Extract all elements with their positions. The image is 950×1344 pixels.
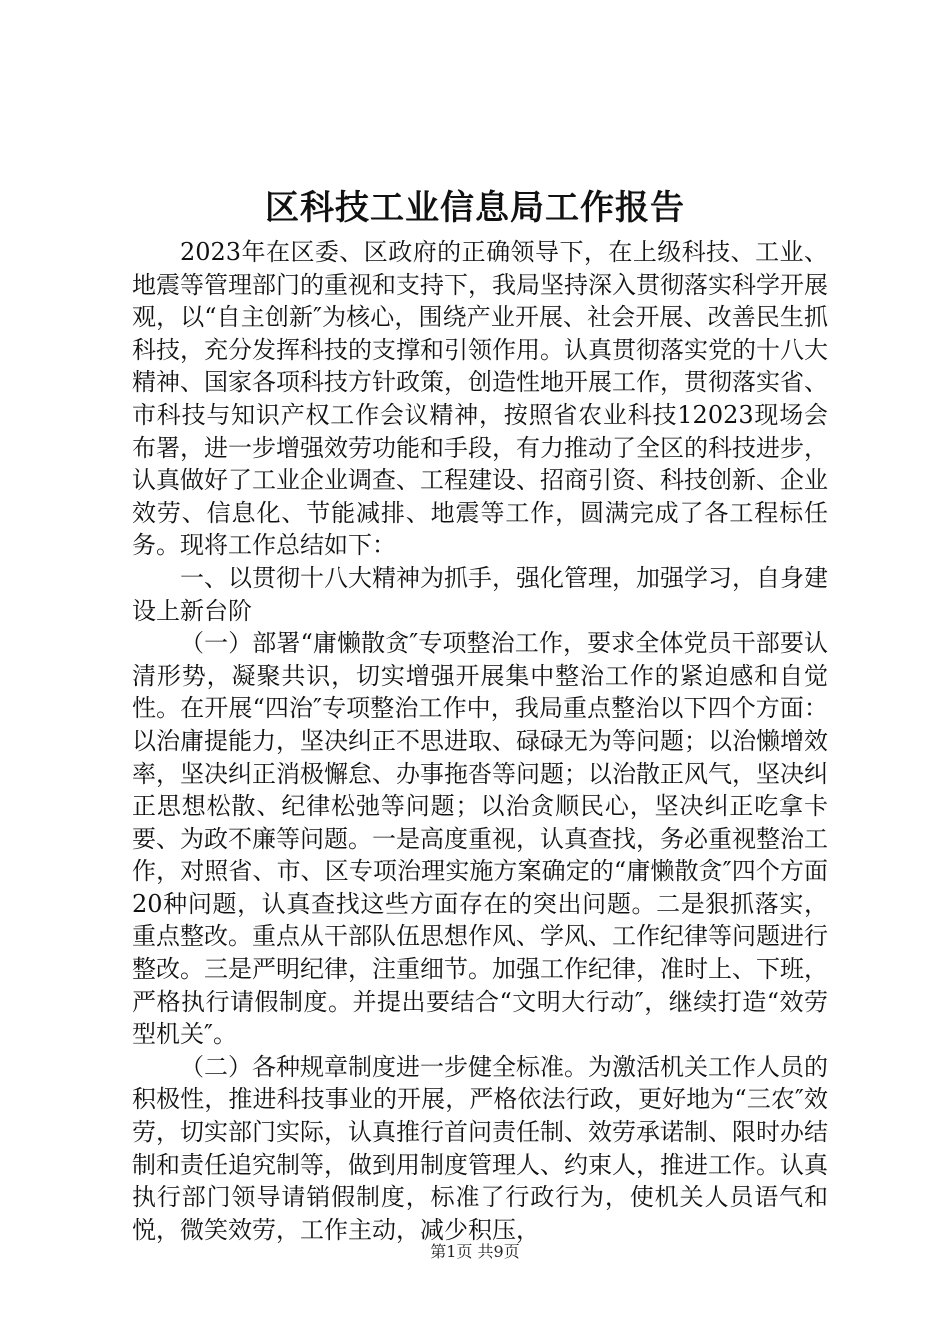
section-heading-1: 一、以贯彻十八大精神为抓手，强化管理，加强学习，自身建设上新台阶 [132,563,828,625]
paragraph-intro: 2023年在区委、区政府的正确领导下，在上级科技、工业、地震等管理部门的重视和支持下，我局坚持深入贯彻落实科学开展观，以“自主创新″为核心，围绕产业开展、社会开展、改善民生抓科技，充分发挥科技的支撑和引领作用。认真贯彻落实党的十八大精神、国家各项科技方针政策，创造性地开展工作，贯彻落实省、市科技与知识产权工作会议精神，按照省农业科技12023现场会布署，进一步增强效劳功能和手段，有力推动了全区的科技进步，认真做好了工业企业调查、工程建设、招商引资、科技创新、企业效劳、信息化、节能减排、地震等工作，圆满完成了各工程标任务。现将工作总结如下： [132,238,828,560]
paragraph-subsection-1: （一）部署“庸懒散贪″专项整治工作，要求全体党员干部要认清形势，凝聚共识，切实增强开展集中整治工作的紧迫感和自觉性。在开展“四治″专项整治工作中，我局重点整治以下四个方面：以治庸提能力，坚决纠正不思进取、碌碌无为等问题；以治懒增效率，坚决纠正消极懈怠、办事拖沓等问题；以治散正风气，坚决纠正思想松散、纪律松弛等问题；以治贪顺民心，坚决纠正吃拿卡要、为政不廉等问题。一是高度重视，认真查找，务必重视整治工作，对照省、市、区专项治理实施方案确定的“庸懒散贪″四个方面20种问题，认真查找这些方面存在的突出问题。二是狠抓落实，重点整改。重点从干部队伍思想作风、学风、工作纪律等问题进行整改。三是严明纪律，注重细节。加强工作纪律，准时上、下班，严格执行请假制度。并提出要结合“文明大行动″，继续打造“效劳型机关″。 [132,629,828,1049]
paragraph-subsection-2: （二）各种规章制度进一步健全标准。为激活机关工作人员的积极性，推进科技事业的开展，严格依法行政，更好地为“三农″效劳，切实部门实际，认真推行首问责任制、效劳承诺制、限时办结制和责任追究制等，做到用制度管理人、约束人，推进工作。认真执行部门领导请销假制度，标准了行政行为，使机关人员语气和悦，微笑效劳，工作主动，减少积压， [132,1052,828,1244]
document-title: 区科技工业信息局工作报告 [265,188,685,228]
page-number-footer: 第1页 共9页 [430,1242,520,1261]
document-body [132,236,828,1246]
